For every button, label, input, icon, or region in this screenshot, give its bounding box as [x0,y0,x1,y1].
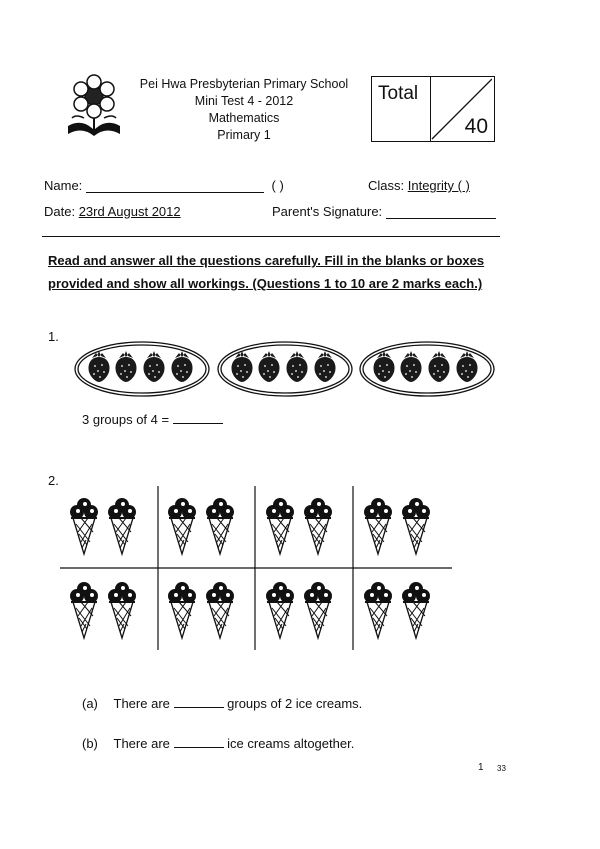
page-number: 1 [478,762,484,773]
divider [42,236,500,237]
index-paren: ( ) [271,178,284,193]
q1-prompt [82,411,223,427]
school-header [130,76,358,144]
class-value: Integrity ( ) [407,178,470,193]
q1-prompt-text: 3 groups of 4 = [82,412,170,427]
q2-part-a-blank[interactable] [174,695,224,708]
page-mark: 33 [497,764,506,773]
date-value: 23rd August 2012 [78,204,181,219]
subject: Mathematics [208,111,280,125]
class-row [368,178,470,193]
q2-part-a-post: groups of 2 ice creams. [227,696,363,711]
signature-label: Parent's Signature: [272,204,383,219]
q2-part-b-blank[interactable] [174,735,224,748]
q2-part-a-label: (a) [82,696,98,711]
class-label: Class: [368,178,405,193]
name-row [44,178,284,193]
q1-strawberry-groups [72,338,496,400]
q1-answer-blank[interactable] [173,411,223,424]
school-name: Pei Hwa Presbyterian Primary School [139,77,349,91]
q2-part-b [82,735,354,751]
date-label: Date: [44,204,76,219]
date-row [44,204,181,219]
q2-part-a-pre: There are [113,696,170,711]
q2-ice-cream-grid [60,486,460,650]
test-title: Mini Test 4 - 2012 [194,94,294,108]
total-box [371,76,495,142]
level: Primary 1 [217,128,271,142]
name-field[interactable] [86,180,264,193]
q2-part-b-pre: There are [113,736,170,751]
q2-part-a [82,695,362,711]
q2-part-b-post: ice creams altogether. [227,736,355,751]
total-label: Total [378,83,419,104]
instructions-line-1: Read and answer all the questions carefully. Fill in the blanks or boxes [48,253,485,268]
school-logo [62,74,126,142]
total-score: 40 [464,115,488,138]
q2-number: 2. [48,473,59,488]
signature-field[interactable] [386,206,496,219]
q1-number: 1. [48,329,59,344]
q2-part-b-label: (b) [82,736,98,751]
instructions-line-2: provided and show all workings. (Questions 1 to 10 are 2 marks each.) [48,276,483,291]
signature-row [272,204,496,219]
name-label: Name: [44,178,83,193]
